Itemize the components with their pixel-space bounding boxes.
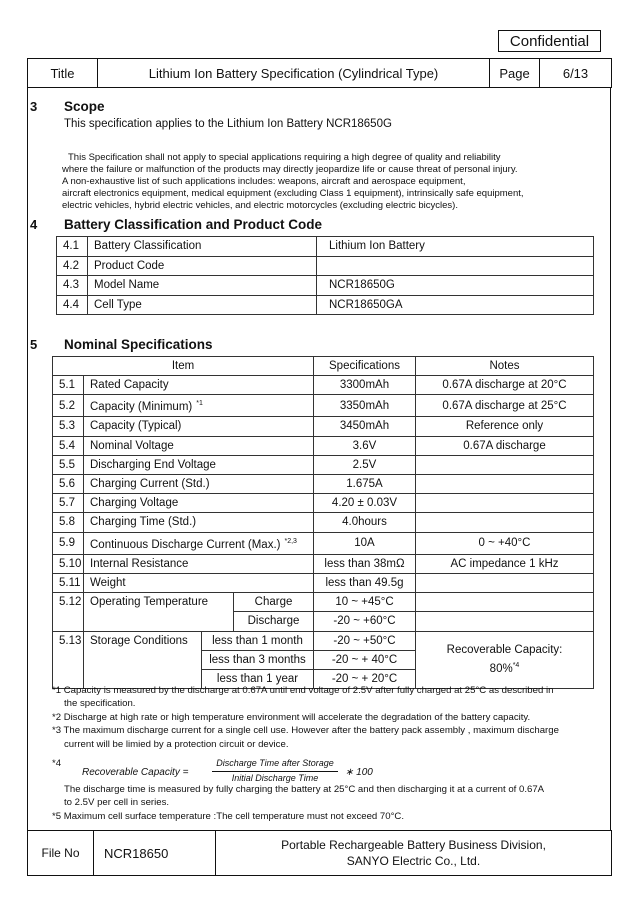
row-value [317,256,594,276]
row-id: 5.1 [53,376,84,395]
row-spec: 3350mAh [314,395,416,417]
formula-lhs: Recoverable Capacity = [82,767,189,778]
exclusion-line: A non-exhaustive list of such applications includes: weapons, aircraft and aerospace equipment, [62,176,466,187]
footnote-4-cont: to 2.5V per cell in series. [64,797,170,809]
footnote-1-cont: the specification. [64,698,136,710]
row-label [84,475,314,494]
footnote-ref: *2,3 [284,537,297,545]
row-id: 5.7 [53,494,84,513]
table-row [57,237,594,257]
division-name: Portable Rechargeable Battery Business Division, [281,838,546,852]
storage-value: -20 ~ + 40°C [314,650,416,669]
row-label-text: Weight [90,576,126,589]
row-note [416,455,594,474]
row-id: 5.10 [53,554,84,573]
storage-period: less than 1 year [202,669,314,688]
footnote-5: *5 Maximum cell surface temperature :The cell temperature must not exceed 70°C. [52,810,405,822]
table-row [53,532,594,554]
exclusion-line: where the failure or malfunction of the products may directly jeopardize life or cause threat of personal injury. [62,164,518,175]
row-id: 5.11 [53,573,84,592]
footnote-ref: *1 [196,400,203,408]
row-label [84,513,314,532]
charge-value: 10 ~ +45°C [314,593,416,612]
table-row [53,593,594,612]
row-note [416,612,594,631]
formula-fraction-bar [212,771,338,772]
footnote-4: The discharge time is measured by fully charging the battery at 25°C and then discharging it at a current of 0.67A [64,784,545,795]
footnote-3-cont: current will be limied by a protection circuit or device. [64,738,289,750]
table-header-row [53,357,594,376]
table-row [57,276,594,296]
section-title-scope: Scope [64,99,105,114]
company-info [216,831,612,876]
section-number: 5 [30,337,38,352]
row-note: 0.67A discharge at 25°C [416,395,594,417]
recoverable-capacity-value: 80%$^{*4}$ [489,662,520,676]
row-label [84,376,314,395]
row-id: 5.8 [53,513,84,532]
row-note: 0.67A discharge [416,436,594,455]
section-number: 4 [30,217,38,232]
row-label-text: Capacity (Minimum) [90,401,193,414]
row-note: Reference only [416,417,594,436]
formula-multiplier: ∗ 100 [345,767,373,778]
table-row [57,295,594,315]
exclusion-line: aircraft electronics equipment, medical equipment (excluding Class 1 equipment), intrinsically safe equipment, [62,188,524,199]
confidential-label: Confidential [498,30,601,52]
row-value: NCR18650G [317,276,594,296]
row-note [416,475,594,494]
scope-text: This specification applies to the Lithium Ion Battery NCR18650G [64,118,392,130]
row-label [84,554,314,573]
nominal-spec-table [52,356,594,689]
table-row [53,573,594,592]
discharge-label: Discharge [234,612,314,631]
row-spec: 3300mAh [314,376,416,395]
row-label [84,494,314,513]
table-row [53,513,594,532]
row-label-text: Charging Current (Std.) [90,478,210,491]
row-spec: 10A [314,532,416,554]
table-row [53,417,594,436]
row-note: 0 ~ +40°C [416,532,594,554]
row-label [84,455,314,474]
document-header [27,58,612,88]
row-note [416,494,594,513]
row-spec: 4.0hours [314,513,416,532]
discharge-value: -20 ~ +60°C [314,612,416,631]
table-row [53,376,594,395]
row-label: Cell Type [88,295,317,315]
row-spec: 2.5V [314,455,416,474]
row-label [84,573,314,592]
row-id: 5.4 [53,436,84,455]
row-spec: 3.6V [314,436,416,455]
row-label-text: Charging Time (Std.) [90,516,197,529]
recoverable-capacity-label: Recoverable Capacity: [446,644,563,657]
footnote-3: *3 The maximum discharge current for a single cell use. However after the battery pack assembly , maximum discharge [52,725,559,737]
footnote-2: *2 Discharge at high rate or high temperature environment will accelerate the degradation of the battery capacity. [52,711,531,723]
page-number: 6/13 [540,59,612,88]
table-row [53,554,594,573]
row-label-text: Discharging End Voltage [90,458,216,471]
row-id: 5.9 [53,532,84,554]
row-id: 5.6 [53,475,84,494]
row-label [84,395,314,417]
row-label-text: Rated Capacity [90,379,169,392]
row-note [416,513,594,532]
row-id: 4.3 [57,276,88,296]
file-no-label: File No [28,831,94,876]
formula-denominator: Initial Discharge Time [231,773,319,783]
table-row [53,494,594,513]
footnote-1: *1 Capacity is measured by the discharge at 0.67A until end voltage of 2.5V after fully charged at 25°C as described in [52,685,554,696]
row-id: 5.2 [53,395,84,417]
document-title: Lithium Ion Battery Specification (Cylindrical Type) [98,59,490,88]
table-row [53,475,594,494]
header-specifications: Specifications [314,357,416,376]
row-id: 4.1 [57,237,88,257]
storage-value: -20 ~ + 20°C [314,669,416,688]
table-row [53,395,594,417]
table-row [53,455,594,474]
row-spec: 3450mAh [314,417,416,436]
storage-period: less than 3 months [202,650,314,669]
section-number: 3 [30,99,38,114]
row-spec: 1.675A [314,475,416,494]
row-value: NCR18650GA [317,295,594,315]
scope-exclusion [62,152,602,212]
row-label-text: Capacity (Typical) [90,420,182,433]
row-label: Storage Conditions [84,631,202,689]
row-label-text: Continuous Discharge Current (Max.) [90,538,281,551]
row-spec: less than 38mΩ [314,554,416,573]
row-label-text: Charging Voltage [90,497,179,510]
formula-numerator: Discharge Time after Storage [216,758,334,768]
charge-label: Charge [234,593,314,612]
footnotes-tail [52,783,604,823]
row-label [84,436,314,455]
row-note [416,573,594,592]
document-footer [27,830,612,876]
row-id: 5.5 [53,455,84,474]
row-id: 5.13 [53,631,84,689]
row-note: 0.67A discharge at 20°C [416,376,594,395]
storage-period: less than 1 month [202,631,314,650]
table-row [53,436,594,455]
row-label-text: Internal Resistance [90,557,189,570]
storage-note [416,631,594,689]
row-label [84,532,314,554]
header-notes: Notes [416,357,594,376]
title-label: Title [28,59,98,88]
row-label: Model Name [88,276,317,296]
file-no-value: NCR18650 [94,831,216,876]
row-id: 5.3 [53,417,84,436]
row-label-text: Nominal Voltage [90,439,174,452]
row-note: AC impedance 1 kHz [416,554,594,573]
row-spec: less than 49.5g [314,573,416,592]
classification-table [56,236,594,315]
section-title-nominal: Nominal Specifications [64,337,213,352]
section-title-classification: Battery Classification and Product Code [64,217,323,232]
exclusion-line: electric vehicles, hybrid electric vehicles, and electric motorcycles (excluding electric bicycles). [62,200,458,211]
company-name: SANYO Electric Co., Ltd. [346,854,481,868]
storage-value: -20 ~ +50°C [314,631,416,650]
footnotes [52,684,604,751]
row-spec: 4.20 ± 0.03V [314,494,416,513]
row-id: 5.12 [53,593,84,631]
row-label: Operating Temperature [84,593,234,631]
row-label [84,417,314,436]
exclusion-line: This Specification shall not apply to special applications requiring a high degree of quality and reliability [68,152,501,163]
row-note [416,593,594,612]
row-id: 4.2 [57,256,88,276]
row-id: 4.4 [57,295,88,315]
row-label: Product Code [88,256,317,276]
page-label: Page [490,59,540,88]
header-item: Item [53,357,314,376]
table-row [57,256,594,276]
footnote-4-mark: *4 [52,758,62,769]
table-row [53,631,594,650]
row-value: Lithium Ion Battery [317,237,594,257]
row-label: Battery Classification [88,237,317,257]
